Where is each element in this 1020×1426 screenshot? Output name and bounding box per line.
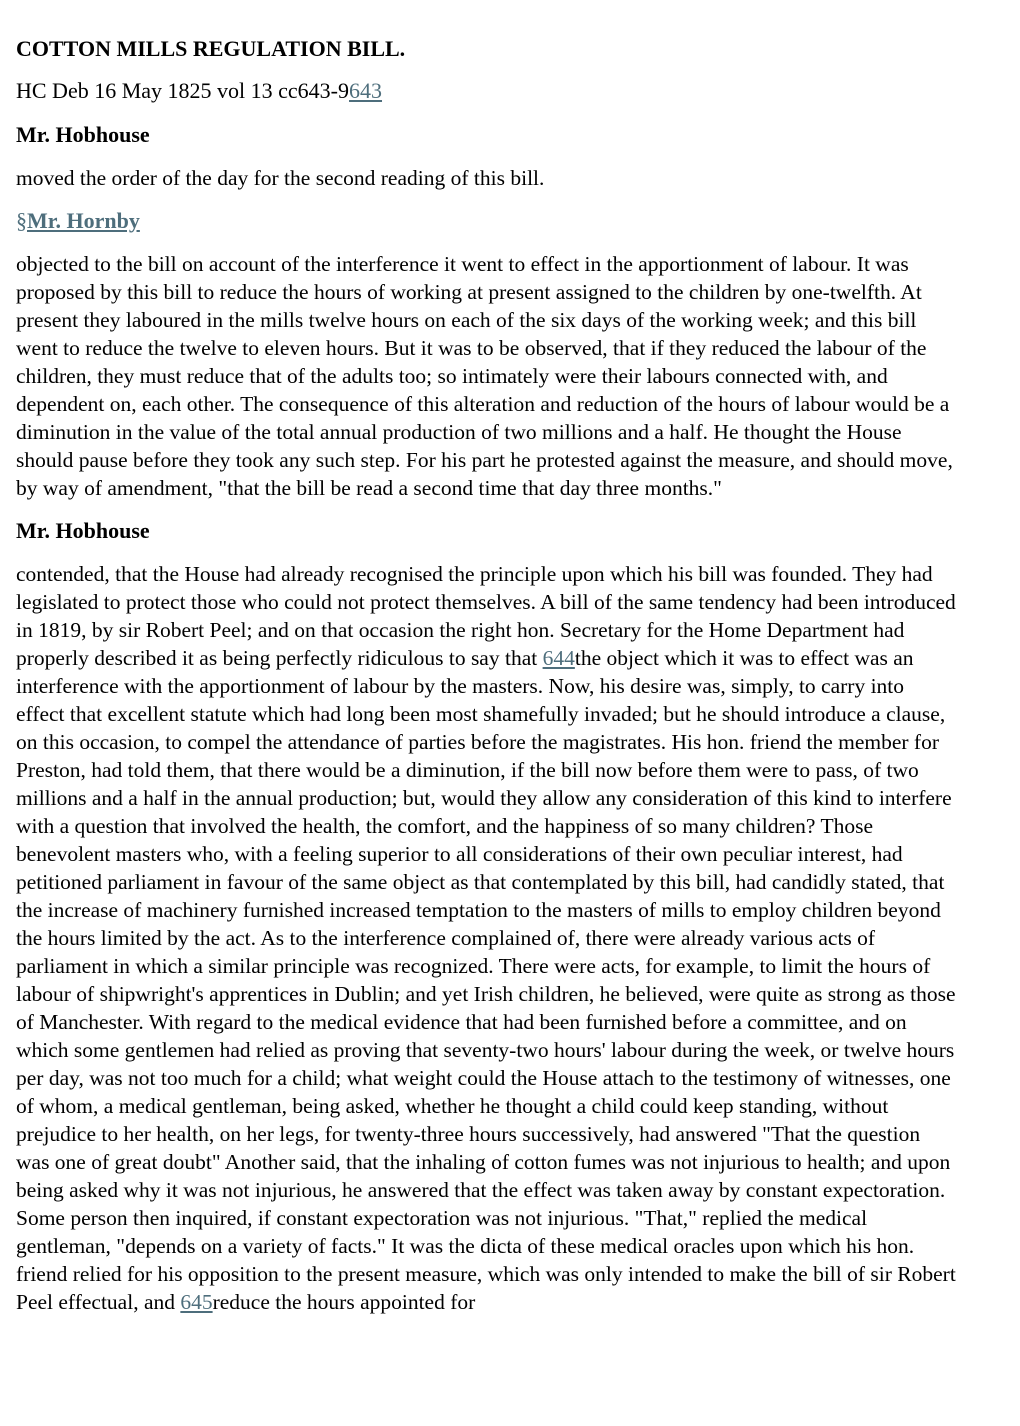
speaker-name: Mr. Hobhouse — [16, 122, 150, 147]
speaker-link-hornby[interactable]: Mr. Hornby — [27, 208, 140, 233]
speech-text: objected to the bill on account of the interference it went to effect in the apportionment of labour. It was proposed by this bill to reduce the hours of working at present assigned to the children by one-twelfth. At present they laboured in the mills twelve hours on each of the six days of the working week; and this bill went to reduce the twelve to eleven hours. But it was to be observed, that if they reduced the labour of the children, they must reduce that of the adults too; so intimately were their labours connected with, and dependent on, each other. The consequence of this alteration and reduction of the hours of labour would be a diminution in the value of the total annual production of two millions and a half. He thought the House should pause before they took any such step. For his part he protested against the measure, and should move, by way of amendment, "that the bill be read a second time that day three months." — [16, 252, 953, 500]
speech-text: moved the order of the day for the second reading of this bill. — [16, 166, 545, 190]
column-link-644[interactable]: 644 — [542, 646, 575, 670]
speech-text-part: the object which it was to effect was an interference with the apportionment of labour by the masters. Now, his desire was, simply, to carry into effect that excellent statute which had long been most shamefully invaded; but he should introduce a clause, on this occasion, to compel the attendance of parties before the magistrates. His hon. friend the member for Preston, had told them, that there would be a diminution, if the bill now before them were to pass, of two millions and a half in the annual production; but, would they allow any consideration of this kind to interfere with a question that involved the health, the comfort, and the happiness of so many children? Those benevolent masters who, with a feeling superior to all considerations of their own peculiar interest, had petitioned parliament in favour of the same object as that contemplated by this bill, had candidly stated, that the increase of machinery furnished increased temptation to the masters of mills to employ children beyond the hours limited by the act. As to the interference complained of, there were already various acts of parliament in which a similar principle was recognized. There were acts, for example, to limit the hours of labour of shipwright's apprentices in Dublin; and yet Irish children, he believed, were quite as strong as those of Manchester. With regard to the medical evidence that had been furnished before a committee, and on which some gentlemen had relied as proving that seventy-two hours' labour during the week, or twelve hours per day, was not too much for a child; what weight could the House attach to the testimony of witnesses, one of whom, a medical gentleman, being asked, whether he thought a child could keep standing, without prejudice to her health, on her legs, for twenty-three hours successively, had answered "That the question was one of great doubt" Another said, that the inhaling of cotton fumes was not injurious to health; and upon being asked why it was not injurious, he answered that the effect was taken away by constant expectoration. Some person then inquired, if constant expectoration was not injurious. "That," replied the medical gentleman, "depends on a variety of facts." It was the dicta of these medical oracles upon which his hon. friend relied for his opposition to the present measure, which was only intended to make the bill of sir Robert Peel effectual, and — [16, 646, 956, 1314]
column-link-645[interactable]: 645 — [180, 1290, 213, 1314]
speech-text — [16, 560, 956, 1316]
section-mark: § — [16, 208, 27, 233]
speech-text-part: contended, that the House had already recognised the principle upon which his bill was founded. They had legislated to protect those who could not protect themselves. A bill of the same tendency had been introduced in 1819, by sir Robert Peel; and on that occasion the right hon. Secretary for the Home Department had properly described it as being perfectly ridiculous to say that — [16, 562, 956, 670]
page-title: COTTON MILLS REGULATION BILL. — [16, 36, 406, 61]
speaker-heading — [16, 206, 956, 236]
speaker-name: Mr. Hobhouse — [16, 518, 150, 543]
column-link-643[interactable]: 643 — [349, 78, 383, 103]
citation-text: HC Deb 16 May 1825 vol 13 cc643-9 — [16, 78, 350, 103]
citation — [16, 76, 956, 106]
speech-text-part: reduce the hours appointed for — [212, 1290, 476, 1314]
